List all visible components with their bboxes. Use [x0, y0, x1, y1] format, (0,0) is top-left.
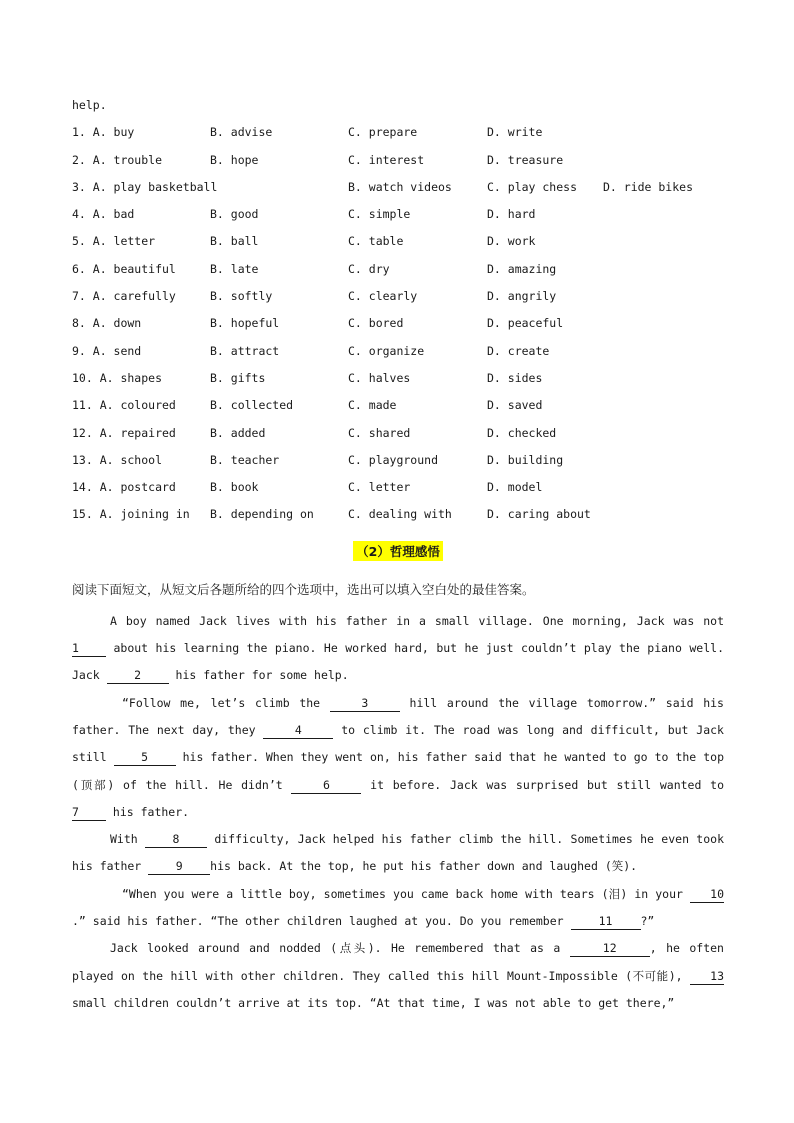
option-c: C. shared	[348, 425, 411, 440]
passage-text: With	[110, 832, 146, 847]
option-a: 3. A. play basketball	[72, 179, 218, 194]
option-d: D. building	[487, 452, 564, 467]
passage-text: Jack looked around and nodded (点头). He remembered that as a	[110, 941, 570, 956]
passage-paragraph	[72, 881, 724, 936]
answer-blank: 12	[570, 941, 650, 957]
option-d: D. saved	[487, 398, 543, 413]
option-d: D. amazing	[487, 261, 557, 276]
option-c: C. made	[348, 398, 397, 413]
answer-blank: 8	[145, 832, 207, 848]
option-a: 10. A. shapes	[72, 370, 163, 385]
answer-blank: 1	[72, 641, 106, 657]
option-a: 14. A. postcard	[72, 480, 176, 495]
option-a: 6. A. beautiful	[72, 261, 176, 276]
option-d: D. write	[487, 125, 543, 140]
passage-text: “When you were a little boy, sometimes you came back home with tears (泪) in your	[122, 886, 690, 901]
option-a: 4. A. bad	[72, 207, 135, 222]
option-row	[72, 505, 724, 532]
continuation-word: help.	[72, 98, 107, 112]
option-b: B. hope	[210, 152, 259, 167]
answer-blank: 10	[690, 887, 724, 903]
option-a: 5. A. letter	[72, 234, 156, 249]
option-c: C. letter	[348, 480, 411, 495]
option-a: 15. A. joining in	[72, 507, 190, 522]
option-b: B. depending on	[210, 507, 314, 522]
passage-paragraph	[72, 690, 724, 826]
passage-text: to climb it. The road was long and difficult, but Jack still	[72, 722, 724, 765]
option-c: C. table	[348, 234, 404, 249]
option-a: 2. A. trouble	[72, 152, 163, 167]
passage-text: his father for some help.	[168, 668, 349, 683]
option-row	[72, 123, 724, 150]
option-b: B. softly	[210, 289, 273, 304]
option-a: 12. A. repaired	[72, 425, 176, 440]
passage-text: it before. Jack was surprised but still wanted to	[361, 777, 724, 792]
answer-blank: 7	[72, 805, 106, 821]
option-row	[72, 478, 724, 505]
option-c: C. simple	[348, 207, 411, 222]
option-b: B. collected	[210, 398, 294, 413]
passage-paragraph	[72, 608, 724, 690]
section-heading	[72, 541, 724, 581]
passage-text: his back. At the top, he put his father down and laughed (笑).	[210, 859, 638, 874]
option-row	[72, 342, 724, 369]
option-d: D. ride bikes	[603, 179, 694, 194]
option-row	[72, 260, 724, 287]
answer-blank: 13	[690, 969, 724, 985]
option-c: C. playground	[348, 452, 439, 467]
option-b: B. advise	[210, 125, 273, 140]
option-row	[72, 314, 724, 341]
option-row	[72, 287, 724, 314]
option-b: B. good	[210, 207, 259, 222]
option-c: C. organize	[348, 343, 425, 358]
option-c: C. dry	[348, 261, 390, 276]
option-b: B. teacher	[210, 452, 280, 467]
option-d: D. treasure	[487, 152, 564, 167]
passage-text: ?”	[640, 914, 655, 929]
option-d: D. peaceful	[487, 316, 564, 331]
option-d: D. model	[487, 480, 543, 495]
option-d: D. hard	[487, 207, 536, 222]
option-b: B. watch videos	[348, 179, 452, 194]
passage-paragraph	[72, 826, 724, 881]
passage-paragraph	[72, 935, 724, 1017]
option-row	[72, 151, 724, 178]
passage-text: , he often played on the hill with other children. They called this hill Mount-Impossible (不可能),	[72, 941, 724, 983]
option-d: D. work	[487, 234, 536, 249]
option-c: C. clearly	[348, 289, 418, 304]
answer-blank: 9	[148, 859, 210, 875]
passage-text: A boy named Jack lives with his father in a small village. One morning, Jack was not	[110, 613, 724, 628]
option-row	[72, 396, 724, 423]
document-page	[72, 96, 724, 1017]
option-b: B. late	[210, 261, 259, 276]
answer-blank: 3	[330, 696, 400, 712]
passage-text: about his learning the piano. He worked hard, but he just couldn’t play the piano well. Jack	[72, 641, 724, 683]
option-c: C. play chess	[487, 179, 578, 194]
answer-blank: 4	[263, 723, 333, 739]
option-row	[72, 232, 724, 259]
option-d: D. checked	[487, 425, 557, 440]
option-c: C. dealing with	[348, 507, 452, 522]
option-c: C. interest	[348, 152, 425, 167]
option-b: B. added	[210, 425, 266, 440]
section-title: （2）哲理感悟	[353, 541, 443, 561]
option-a: 11. A. coloured	[72, 398, 176, 413]
options-list	[72, 123, 724, 532]
option-d: D. caring about	[487, 507, 591, 522]
option-b: B. gifts	[210, 370, 266, 385]
option-b: B. ball	[210, 234, 259, 249]
option-b: B. attract	[210, 343, 280, 358]
passage-text: .” said his father. “The other children laughed at you. Do you remember	[72, 914, 571, 929]
option-row	[72, 178, 724, 205]
answer-blank: 6	[291, 778, 361, 794]
option-c: C. halves	[348, 370, 411, 385]
option-d: D. angrily	[487, 289, 557, 304]
passage-text: his father.	[106, 804, 190, 819]
reading-passage	[72, 608, 724, 1017]
passage-text: hill around the village tomorrow.” said his father. The next day, they	[72, 695, 724, 737]
option-a: 7. A. carefully	[72, 289, 176, 304]
option-row	[72, 424, 724, 451]
instruction-text: 阅读下面短文，从短文后各题所给的四个选项中，选出可以填入空白处的最佳答案。	[72, 581, 535, 597]
option-c: C. prepare	[348, 125, 418, 140]
option-b: B. book	[210, 480, 259, 495]
answer-blank: 11	[571, 914, 641, 930]
option-row	[72, 369, 724, 396]
option-c: C. bored	[348, 316, 404, 331]
answer-blank: 5	[114, 750, 176, 766]
passage-text: difficulty, Jack helped his father climb the hill. Sometimes he even took his father	[72, 832, 724, 874]
option-a: 8. A. down	[72, 316, 142, 331]
option-a: 9. A. send	[72, 343, 142, 358]
option-row	[72, 451, 724, 478]
option-a: 1. A. buy	[72, 125, 135, 140]
passage-text: small children couldn’t arrive at its top. “At that time, I was not able to get there,”	[72, 995, 675, 1010]
answer-blank: 2	[107, 668, 169, 684]
option-d: D. sides	[487, 370, 543, 385]
option-d: D. create	[487, 343, 550, 358]
option-b: B. hopeful	[210, 316, 280, 331]
passage-text: “Follow me, let’s climb the	[122, 695, 330, 710]
option-row	[72, 205, 724, 232]
passage-text: his father. When they went on, his father said that he wanted to go to the top (顶部) of the hill. He didn’t	[72, 750, 724, 792]
option-a: 13. A. school	[72, 452, 163, 467]
